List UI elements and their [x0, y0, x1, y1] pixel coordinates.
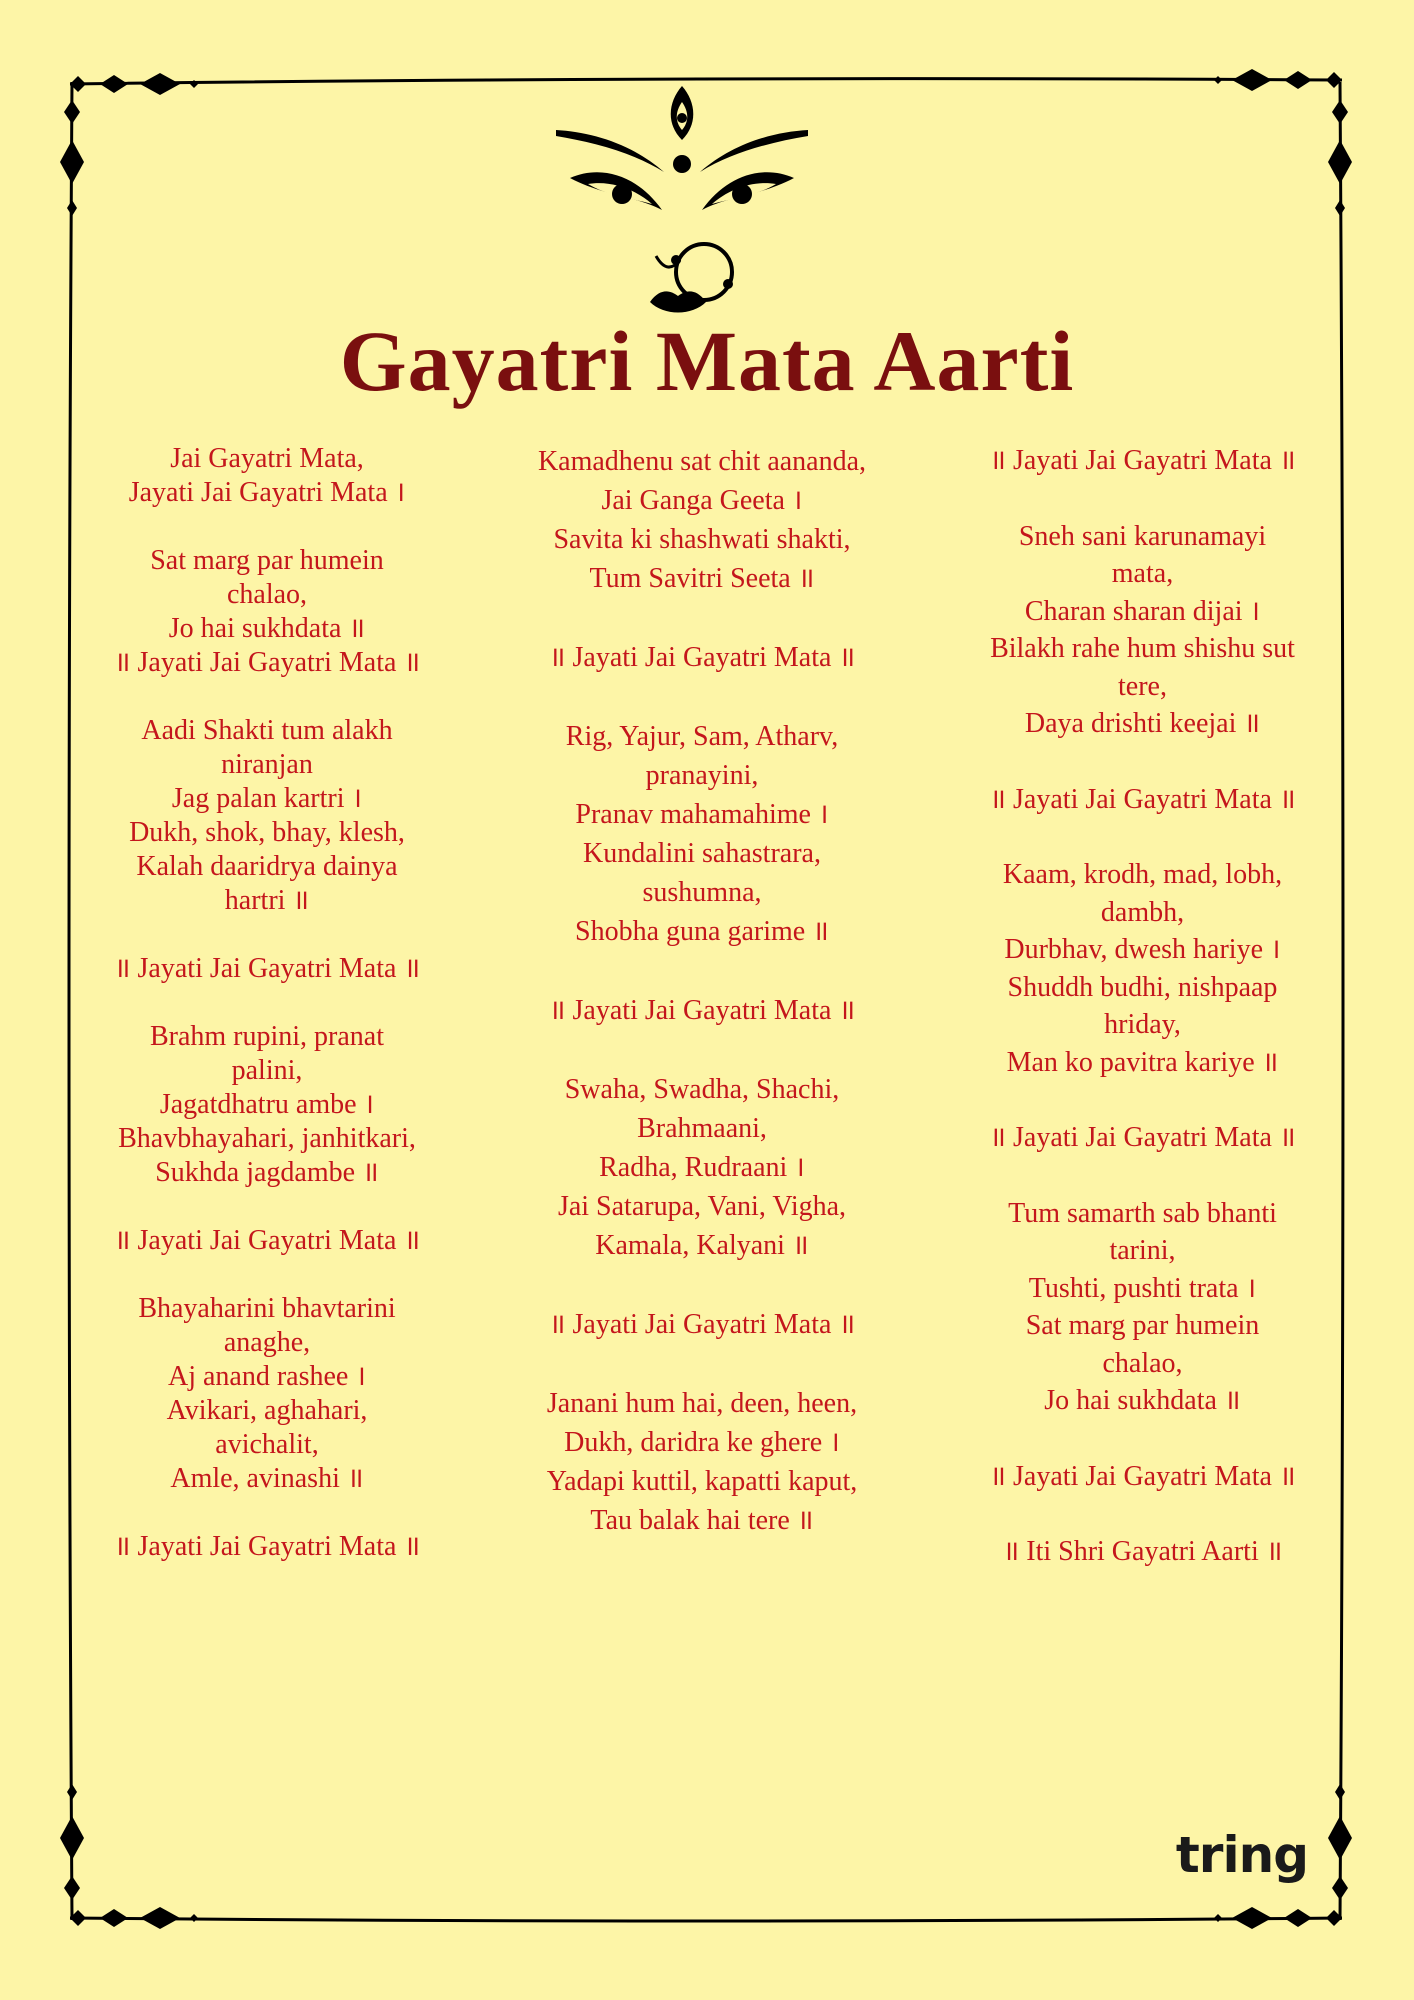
lyric-line: ॥ Jayati Jai Gayatri Mata ॥ — [989, 1460, 1296, 1492]
stanza — [482, 638, 922, 677]
lyric-line: Swaha, Swadha, Shachi, — [564, 1074, 840, 1105]
lyric-line: ॥ Jayati Jai Gayatri Mata ॥ — [989, 1122, 1296, 1153]
lyric-line: Yadapi kuttil, kapatti kaput, — [546, 1466, 858, 1497]
lyric-line: palini, — [231, 1055, 303, 1086]
lyric-line: Sneh sani karunamayi — [1018, 520, 1267, 552]
stanza — [72, 1224, 462, 1258]
lyric-line: Charan sharan dijai । — [1024, 595, 1261, 627]
lyric-line: Dukh, daridra ke ghere । — [564, 1427, 840, 1458]
lyric-line: hriday, — [1104, 1009, 1181, 1040]
lyrics-column-3 — [940, 442, 1345, 1609]
stanza — [940, 518, 1345, 743]
stanza — [482, 1305, 922, 1344]
lyric-line: niranjan — [221, 749, 313, 780]
stanza — [482, 1070, 922, 1265]
lyric-line: ॥ Jayati Jai Gayatri Mata ॥ — [989, 783, 1296, 815]
lyric-line: Avikari, aghahari, — [166, 1395, 368, 1426]
stanza — [940, 1119, 1345, 1157]
lyric-line: Man ko pavitra kariye ॥ — [1006, 1046, 1279, 1078]
lyric-line: Bhavbhayahari, janhitkari, — [118, 1123, 416, 1154]
lyric-line: Kundalini sahastrara, — [583, 838, 821, 869]
lyrics-column-2 — [482, 442, 922, 1580]
lyric-line: ॥ Iti Shri Gayatri Aarti ॥ — [1002, 1536, 1283, 1567]
page-title: Gayatri Mata Aarti — [339, 313, 1075, 409]
stanza — [940, 856, 1345, 1081]
lyric-line: tere, — [1118, 670, 1167, 702]
lyric-line: Shobha guna garime ॥ — [575, 916, 829, 947]
stanza — [940, 1533, 1345, 1571]
lyric-line: Tau balak hai tere ॥ — [590, 1505, 814, 1536]
lyric-line: anaghe, — [223, 1327, 311, 1358]
lyric-line: Jayati Jai Gayatri Mata । — [128, 477, 406, 508]
lyric-line: Jagatdhatru ambe । — [159, 1089, 375, 1120]
lyric-line: Aj anand rashee । — [168, 1361, 366, 1392]
lyric-line: Kamadhenu sat chit aananda, — [537, 446, 867, 477]
stanza — [72, 1292, 462, 1496]
lyric-line: Rig, Yajur, Sam, Atharv, — [565, 721, 839, 752]
stanza — [72, 442, 462, 510]
stanza — [940, 1195, 1345, 1420]
lyric-line: Tum Savitri Seeta ॥ — [589, 563, 815, 594]
lyric-line: ॥ Jayati Jai Gayatri Mata ॥ — [113, 1225, 421, 1256]
lyric-line: Sukhda jagdambe ॥ — [155, 1157, 379, 1188]
stanza — [482, 717, 922, 951]
stanza — [940, 1458, 1345, 1496]
lyric-line: pranayini, — [645, 760, 759, 791]
stanza — [940, 442, 1345, 480]
lyric-line: ॥ Jayati Jai Gayatri Mata ॥ — [113, 1531, 421, 1562]
lyric-line: Brahm rupini, pranat — [149, 1021, 385, 1052]
stanza — [72, 544, 462, 680]
lyric-line: Amle, avinashi ॥ — [170, 1463, 364, 1494]
lyric-line: avichalit, — [215, 1429, 319, 1460]
lyric-line: Dukh, shok, bhay, klesh, — [129, 817, 405, 848]
stanza — [940, 781, 1345, 819]
lyric-line: Jo hai sukhdata ॥ — [168, 613, 366, 644]
lyric-line: Savita ki shashwati shakti, — [553, 524, 851, 555]
lyric-line: Pranav mahamahime । — [575, 799, 829, 830]
lyric-line: Bhayaharini bhavtarini — [138, 1293, 396, 1324]
lyric-line: hartri ॥ — [224, 885, 310, 916]
stanza — [72, 952, 462, 986]
lyric-line: Shuddh budhi, nishpaap — [1007, 971, 1278, 1003]
lyric-line: ॥ Jayati Jai Gayatri Mata ॥ — [113, 953, 421, 984]
lyric-line: Jai Ganga Geeta । — [601, 485, 803, 516]
lyric-line: Kamala, Kalyani ॥ — [595, 1230, 809, 1261]
lyric-line: chalao, — [1102, 1347, 1183, 1379]
stanza — [72, 1020, 462, 1190]
lyric-line: sushumna, — [642, 877, 762, 908]
goddess-face-icon — [552, 80, 812, 320]
lyric-line: Sat marg par humein — [150, 545, 384, 576]
stanza — [72, 714, 462, 918]
lyric-line: ॥ Jayati Jai Gayatri Mata ॥ — [113, 647, 421, 678]
lyric-line: chalao, — [226, 579, 308, 610]
lyric-line: Janani hum hai, deen, heen, — [546, 1388, 858, 1419]
brand-logo: tring — [1175, 1826, 1308, 1884]
lyric-line: ॥ Jayati Jai Gayatri Mata ॥ — [548, 1309, 856, 1340]
lyric-line: ॥ Jayati Jai Gayatri Mata ॥ — [548, 642, 856, 673]
lyric-line: Kalah daaridrya dainya — [136, 851, 398, 882]
lyric-line: Jag palan kartri । — [171, 783, 363, 814]
lyrics-column-1 — [72, 442, 462, 1598]
lyric-line: Durbhav, dwesh hariye । — [1004, 934, 1281, 965]
lyric-line: ॥ Jayati Jai Gayatri Mata ॥ — [989, 445, 1296, 476]
lyric-line: Sat marg par humein — [1025, 1310, 1260, 1341]
lyric-line: Kaam, krodh, mad, lobh, — [1002, 859, 1283, 890]
lyric-line: Brahmaani, — [637, 1113, 767, 1144]
lyric-line: mata, — [1111, 558, 1174, 589]
lyric-line: Aadi Shakti tum alakh — [141, 715, 393, 746]
lyric-line: Daya drishti keejai ॥ — [1024, 708, 1261, 739]
stanza — [482, 442, 922, 598]
lyric-line: Jai Gayatri Mata, — [170, 443, 364, 474]
lyric-line: dambh, — [1100, 896, 1185, 928]
lyric-line: Radha, Rudraani । — [599, 1152, 805, 1183]
stanza — [482, 991, 922, 1030]
lyric-line: Bilakh rahe hum shishu sut — [990, 633, 1295, 664]
lyric-line: tarini, — [1109, 1235, 1176, 1266]
lyric-line: Jai Satarupa, Vani, Vigha, — [557, 1191, 847, 1222]
lyric-line: ॥ Jayati Jai Gayatri Mata ॥ — [548, 995, 856, 1026]
stanza — [72, 1530, 462, 1564]
stanza — [482, 1384, 922, 1540]
lyric-line: Tum samarth sab bhanti — [1008, 1197, 1277, 1229]
lyric-line: Jo hai sukhdata ॥ — [1044, 1385, 1241, 1416]
lyric-line: Tushti, pushti trata । — [1028, 1272, 1257, 1304]
